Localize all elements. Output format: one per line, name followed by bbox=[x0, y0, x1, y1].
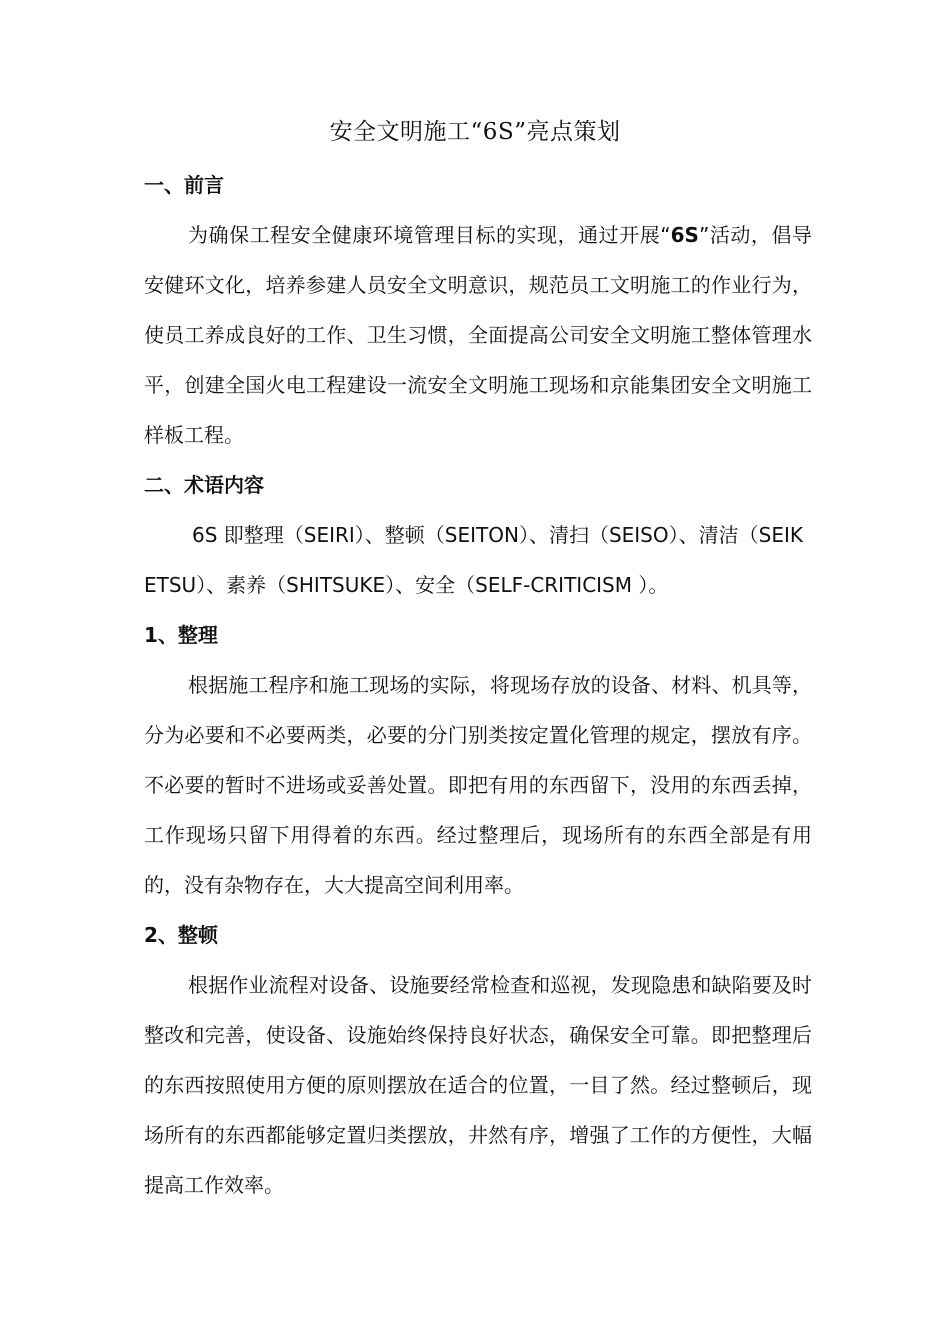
section-terms bbox=[144, 460, 812, 610]
terms-paragraph: 6S 即整理（SEIRI）、整顿（SEITON）、清扫（SEISO）、清洁（SEIKETSU）、素养（SHITSUKE）、安全（SELF-CRITICISM ）。 bbox=[144, 523, 803, 597]
document-title: 安全文明施工“6S”亮点策划 bbox=[329, 119, 621, 145]
preface-text-lead: 为确保工程安全健康环境管理目标的实现，通过开展“ bbox=[188, 223, 671, 247]
section-heading-preface: 一、前言 bbox=[144, 173, 224, 197]
preface-text-rest: ”活动，倡导安健环文化，培养参建人员安全文明意识，规范员工文明施工的作业行为，使员工养成良好的工作、卫生习惯，全面提高公司安全文明施工整体管理水平，创建全国火电工程建设一流安全文明施工现场和京能集团安全文明施工样板工程。 bbox=[144, 223, 812, 447]
preface-text-6s: 6S bbox=[670, 223, 699, 247]
section-seiri bbox=[144, 610, 812, 910]
section-seiton bbox=[144, 910, 812, 1210]
seiton-paragraph: 根据作业流程对设备、设施要经常检查和巡视，发现隐患和缺陷要及时整改和完善，使设备、设施始终保持良好状态，确保安全可靠。即把整理后的东西按照使用方便的原则摆放在适合的位置，一目了然。经过整顿后，现场所有的东西都能够定置归类摆放，井然有序，增强了工作的方便性，大幅提高工作效率。 bbox=[144, 973, 812, 1197]
section-heading-terms: 二、术语内容 bbox=[144, 473, 264, 497]
seiri-paragraph: 根据施工程序和施工现场的实际，将现场存放的设备、材料、机具等，分为必要和不必要两类，必要的分门别类按定置化管理的规定，摆放有序。不必要的暂时不进场或妥善处置。即把有用的东西留下，没用的东西丢掉，工作现场只留下用得着的东西。经过整理后，现场所有的东西全部是有用的，没有杂物存在，大大提高空间利用率。 bbox=[144, 673, 812, 897]
section-heading-seiri: 1、整理 bbox=[144, 623, 218, 647]
document-body bbox=[144, 160, 812, 1210]
section-heading-seiton: 2、整顿 bbox=[144, 923, 218, 947]
preface-paragraph bbox=[144, 210, 812, 460]
section-preface bbox=[144, 160, 812, 460]
